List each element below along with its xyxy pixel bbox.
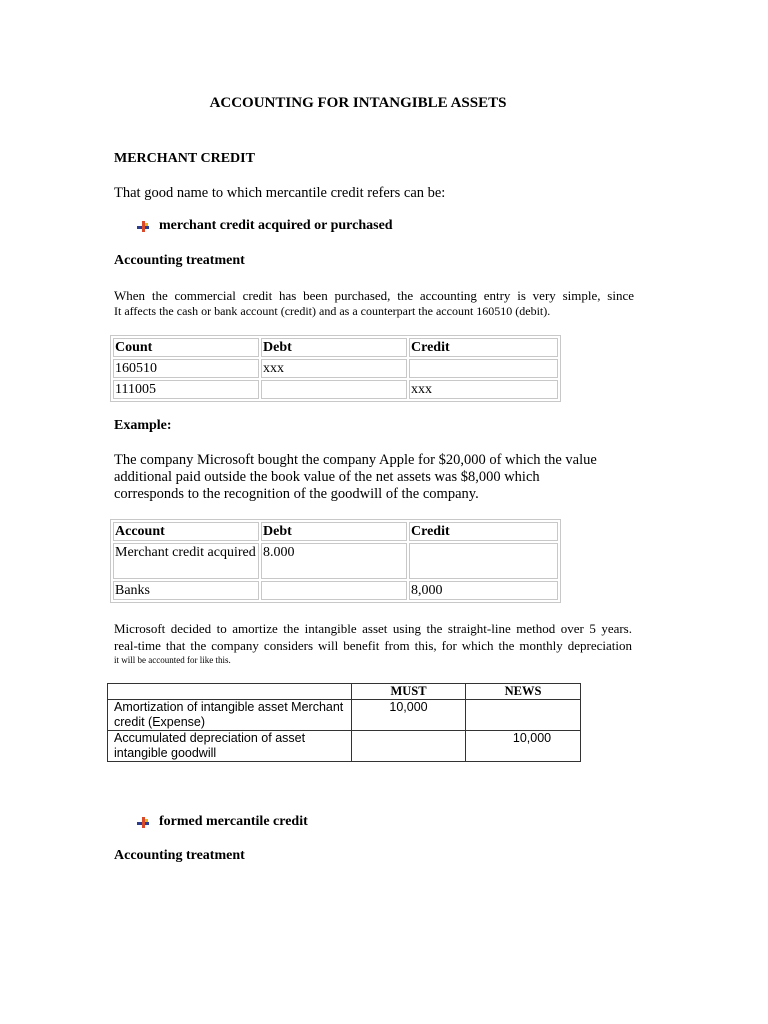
- header-debt: Debt: [261, 338, 407, 357]
- table-cell: xxx: [409, 380, 558, 399]
- accounting-treatment-heading: Accounting treatment: [114, 253, 245, 268]
- example-paragraph: [114, 452, 597, 503]
- amortization-line-3: it will be accounted for like this.: [114, 655, 231, 665]
- example-line-2: additional paid outside the book value of the net assets was $8,000 which: [114, 469, 540, 485]
- table-row: [108, 700, 581, 731]
- header-account: Account: [113, 522, 259, 541]
- amortization-paragraph: [114, 620, 632, 666]
- entry-table-1: [110, 335, 561, 402]
- table-cell: 10,000: [352, 700, 466, 731]
- header-count: Count: [113, 338, 259, 357]
- table-row: [108, 731, 581, 762]
- table-row: [113, 380, 558, 399]
- bullet-item-acquired: [137, 218, 393, 234]
- table-cell: [409, 359, 558, 378]
- page-title: ACCOUNTING FOR INTANGIBLE ASSETS: [209, 95, 507, 111]
- table-cell: Merchant credit acquired: [113, 543, 259, 579]
- header-must: MUST: [352, 684, 466, 700]
- example-heading: Example:: [114, 418, 172, 433]
- entry-table-2: [110, 519, 561, 603]
- table-cell: xxx: [261, 359, 407, 378]
- table-row: [113, 543, 558, 579]
- treatment-line-1: When the commercial credit has been purchased, the accounting entry is very simple, since: [114, 288, 634, 303]
- example-line-3: corresponds to the recognition of the goodwill of the company.: [114, 486, 479, 502]
- table-cell: 10,000: [466, 731, 581, 762]
- table-header-row: [113, 522, 558, 541]
- header-blank: [108, 684, 352, 700]
- bullet-item-formed: [137, 814, 308, 830]
- table-cell: Accumulated depreciation of asset intangible goodwill: [108, 731, 352, 762]
- table-cell: [261, 581, 407, 600]
- header-credit: Credit: [409, 522, 558, 541]
- table-row: [113, 359, 558, 378]
- example-line-1: The company Microsoft bought the company Apple for $20,000 of which the value: [114, 452, 597, 468]
- table-row: [113, 581, 558, 600]
- accounting-treatment-heading-2: Accounting treatment: [114, 848, 245, 863]
- amortization-line-2: real-time that the company considers will benefit from this, for which the monthly depreciation: [114, 638, 632, 653]
- table-cell: Amortization of intangible asset Merchant credit (Expense): [108, 700, 352, 731]
- bullet-icon: [137, 817, 149, 828]
- header-credit: Credit: [409, 338, 558, 357]
- treatment-paragraph: [114, 288, 634, 319]
- table-cell: 8,000: [409, 581, 558, 600]
- treatment-line-2: It affects the cash or bank account (credit) and as a counterpart the account 160510 (debit).: [114, 304, 551, 318]
- bullet-label: formed mercantile credit: [159, 814, 308, 829]
- intro-text: That good name to which mercantile credit refers can be:: [114, 185, 446, 201]
- header-news: NEWS: [466, 684, 581, 700]
- section-heading-merchant-credit: MERCHANT CREDIT: [114, 151, 255, 166]
- amortization-table: [107, 683, 581, 762]
- table-cell: [352, 731, 466, 762]
- table-cell: 160510: [113, 359, 259, 378]
- bullet-label: merchant credit acquired or purchased: [159, 218, 393, 233]
- table-header-row: [108, 684, 581, 700]
- table-cell: [261, 380, 407, 399]
- table-cell: 8.000: [261, 543, 407, 579]
- bullet-icon: [137, 221, 149, 232]
- table-header-row: [113, 338, 558, 357]
- table-cell: Banks: [113, 581, 259, 600]
- table-cell: 111005: [113, 380, 259, 399]
- table-cell: [466, 700, 581, 731]
- amortization-line-1: Microsoft decided to amortize the intangible asset using the straight-line method over 5 years.: [114, 621, 632, 636]
- table-cell: [409, 543, 558, 579]
- header-debt: Debt: [261, 522, 407, 541]
